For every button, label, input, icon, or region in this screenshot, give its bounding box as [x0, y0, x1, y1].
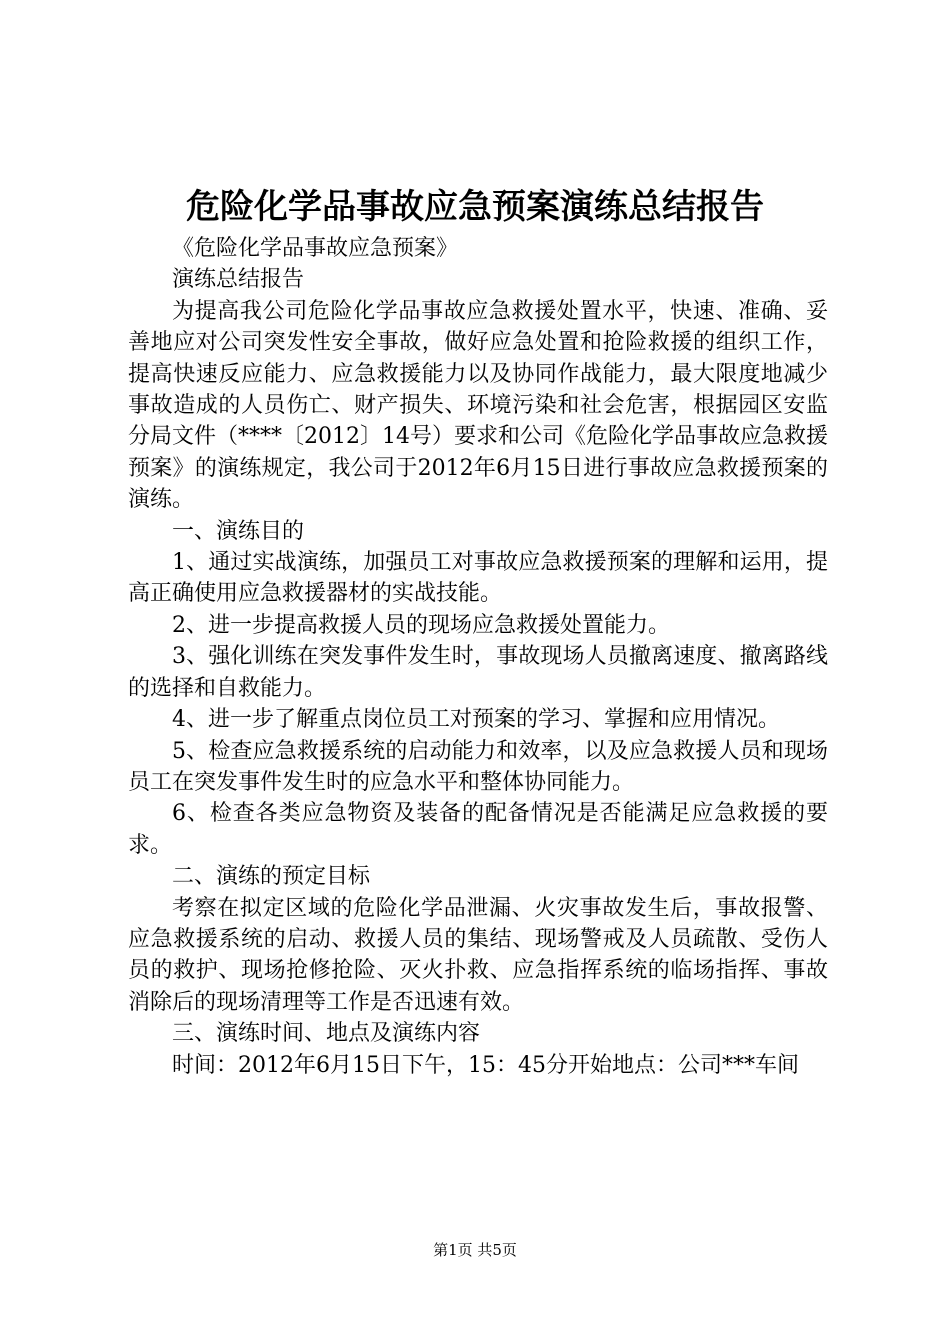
section-heading-3: 三、演练时间、地点及演练内容 — [172, 1021, 481, 1047]
paragraph-subtitle-2: 演练总结报告 — [172, 267, 305, 293]
document-body — [128, 233, 828, 1081]
list-item-4: 4、进一步了解重点岗位员工对预案的学习、掌握和应用情况。 — [172, 707, 780, 733]
list-item-3: 3、强化训练在突发事件发生时，事故现场人员撤离速度、撤离路线的选择和自救能力。 — [128, 644, 828, 701]
page-footer: 第1页 共5页 — [433, 1241, 517, 1259]
list-item-5: 5、检查应急救援系统的启动能力和效率，以及应急救援人员和现场员工在突发事件发生时的应急水平和整体协同能力。 — [128, 738, 828, 795]
paragraph-subtitle-1: 《危险化学品事故应急预案》 — [172, 236, 459, 261]
paragraph-goals: 考察在拟定区域的危险化学品泄漏、火灾事故发生后，事故报警、应急救援系统的启动、救援人员的集结、现场警戒及人员疏散、受伤人员的救护、现场抢修抢险、灭火扑救、应急指挥系统的临场指挥、事故消除后的现场清理等工作是否迅速有效。 — [128, 895, 828, 1015]
document-title: 危险化学品事故应急预案演练总结报告 — [186, 187, 764, 227]
list-item-6: 6、检查各类应急物资及装备的配备情况是否能满足应急救援的要求。 — [128, 801, 828, 858]
section-heading-2: 二、演练的预定目标 — [172, 864, 371, 890]
paragraph-time-location: 时间：2012年6月15日下午，15：45分开始地点：公司***车间 — [172, 1052, 799, 1078]
paragraph-intro: 为提高我公司危险化学品事故应急救援处置水平，快速、准确、妥善地应对公司突发性安全事故，做好应急处置和抢险救援的组织工作，提高快速反应能力、应急救援能力以及协同作战能力，最大限度地减少事故造成的人员伤亡、财产损失、环境污染和社会危害，根据园区安监分局文件（****〔2012〕14号）要求和公司《危险化学品事故应急救援预案》的演练规定，我公司于2012年6月15日进行事故应急救援预案的演练。 — [128, 298, 828, 513]
section-heading-1: 一、演练目的 — [172, 518, 305, 544]
list-item-1: 1、通过实战演练，加强员工对事故应急救援预案的理解和运用，提高正确使用应急救援器材的实战技能。 — [128, 550, 828, 607]
list-item-2: 2、进一步提高救援人员的现场应急救援处置能力。 — [172, 612, 670, 638]
